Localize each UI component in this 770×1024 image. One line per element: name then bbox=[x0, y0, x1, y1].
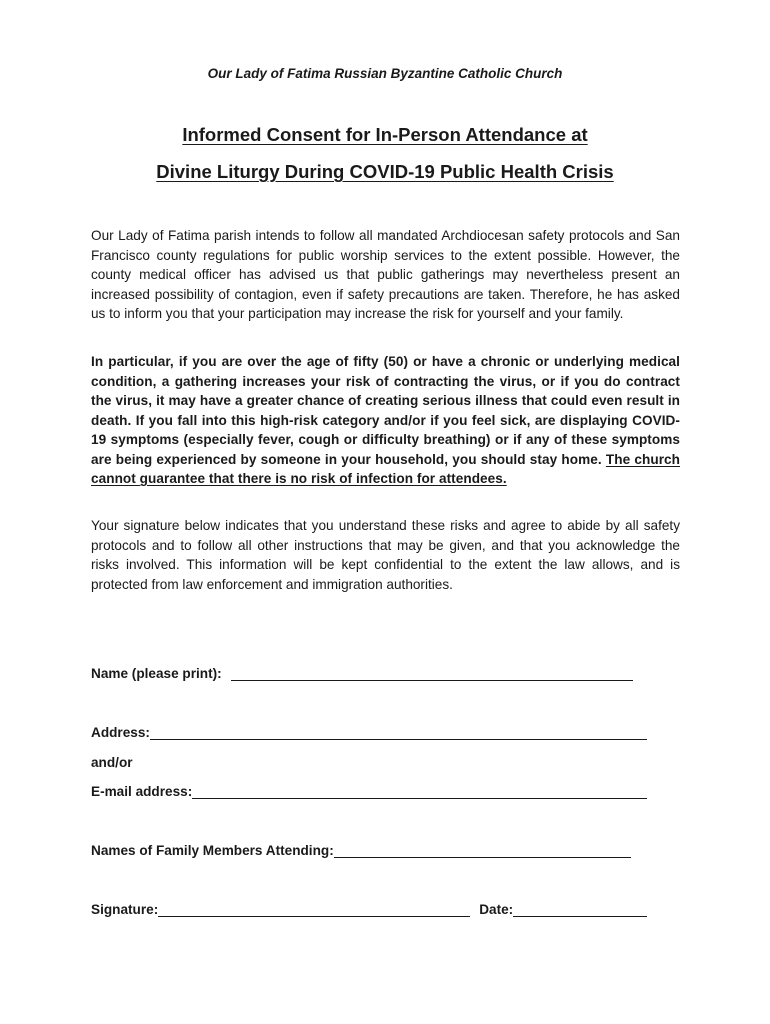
signature-label: Signature: bbox=[91, 902, 159, 917]
date-input-line[interactable] bbox=[513, 902, 647, 917]
signature-input-line[interactable] bbox=[158, 902, 470, 917]
email-label: E-mail address: bbox=[91, 784, 193, 799]
name-label: Name (please print): bbox=[91, 666, 222, 681]
form-title-line-1: Informed Consent for In-Person Attendance at bbox=[182, 124, 588, 145]
family-members-field-row bbox=[91, 843, 631, 858]
name-field-row bbox=[91, 666, 633, 681]
risk-warning-paragraph bbox=[91, 352, 680, 489]
andor-row bbox=[91, 755, 133, 770]
church-name: Our Lady of Fatima Russian Byzantine Catholic Church bbox=[207, 66, 563, 81]
name-input-line[interactable] bbox=[231, 666, 633, 681]
signature-field-row bbox=[91, 902, 647, 917]
intro-paragraph: Our Lady of Fatima parish intends to follow all mandated Archdiocesan safety protocols and San Francisco county regulations for public worship services to the extent possible. However, the county medical officer has advised us that public gatherings may nevertheless present an increased possibility of contagion, even if safety precautions are taken. Therefore, he has asked us to inform you that your participation may increase the risk for yourself and your family. bbox=[91, 228, 680, 321]
email-input-line[interactable] bbox=[192, 784, 647, 799]
date-label: Date: bbox=[479, 902, 514, 917]
no-guarantee-statement: The church cannot guarantee that there is no risk of infection for attendees. bbox=[91, 451, 680, 486]
andor-label: and/or bbox=[91, 755, 133, 770]
acknowledgement-paragraph: Your signature below indicates that you understand these risks and agree to abide by all safety protocols and to follow all other instructions that may be given, and that you acknowledge the risks involved. This information will be kept confidential to the extent the law allows, and is protected from law enforcement and immigration authorities. bbox=[91, 518, 680, 592]
address-field-row bbox=[91, 725, 647, 740]
family-members-input-line[interactable] bbox=[334, 843, 631, 858]
email-field-row bbox=[91, 784, 647, 799]
risk-warning-text: In particular, if you are over the age of fifty (50) or have a chronic or underlying medical condition, a gathering increases your risk of contracting the virus, or if you do contract the virus, it may have a greater chance of creating serious illness that could even result in death. If you fall into this high-risk category and/or if you feel sick, are displaying COVID-19 symptoms (especially fever, cough or difficulty breathing) or if any of these symptoms are being experienced by someone in your household, you should stay home. bbox=[91, 354, 680, 467]
address-label: Address: bbox=[91, 725, 150, 740]
form-title-line-2: Divine Liturgy During COVID-19 Public Health Crisis bbox=[156, 161, 614, 182]
family-members-label: Names of Family Members Attending: bbox=[91, 843, 334, 858]
address-input-line[interactable] bbox=[150, 725, 647, 740]
